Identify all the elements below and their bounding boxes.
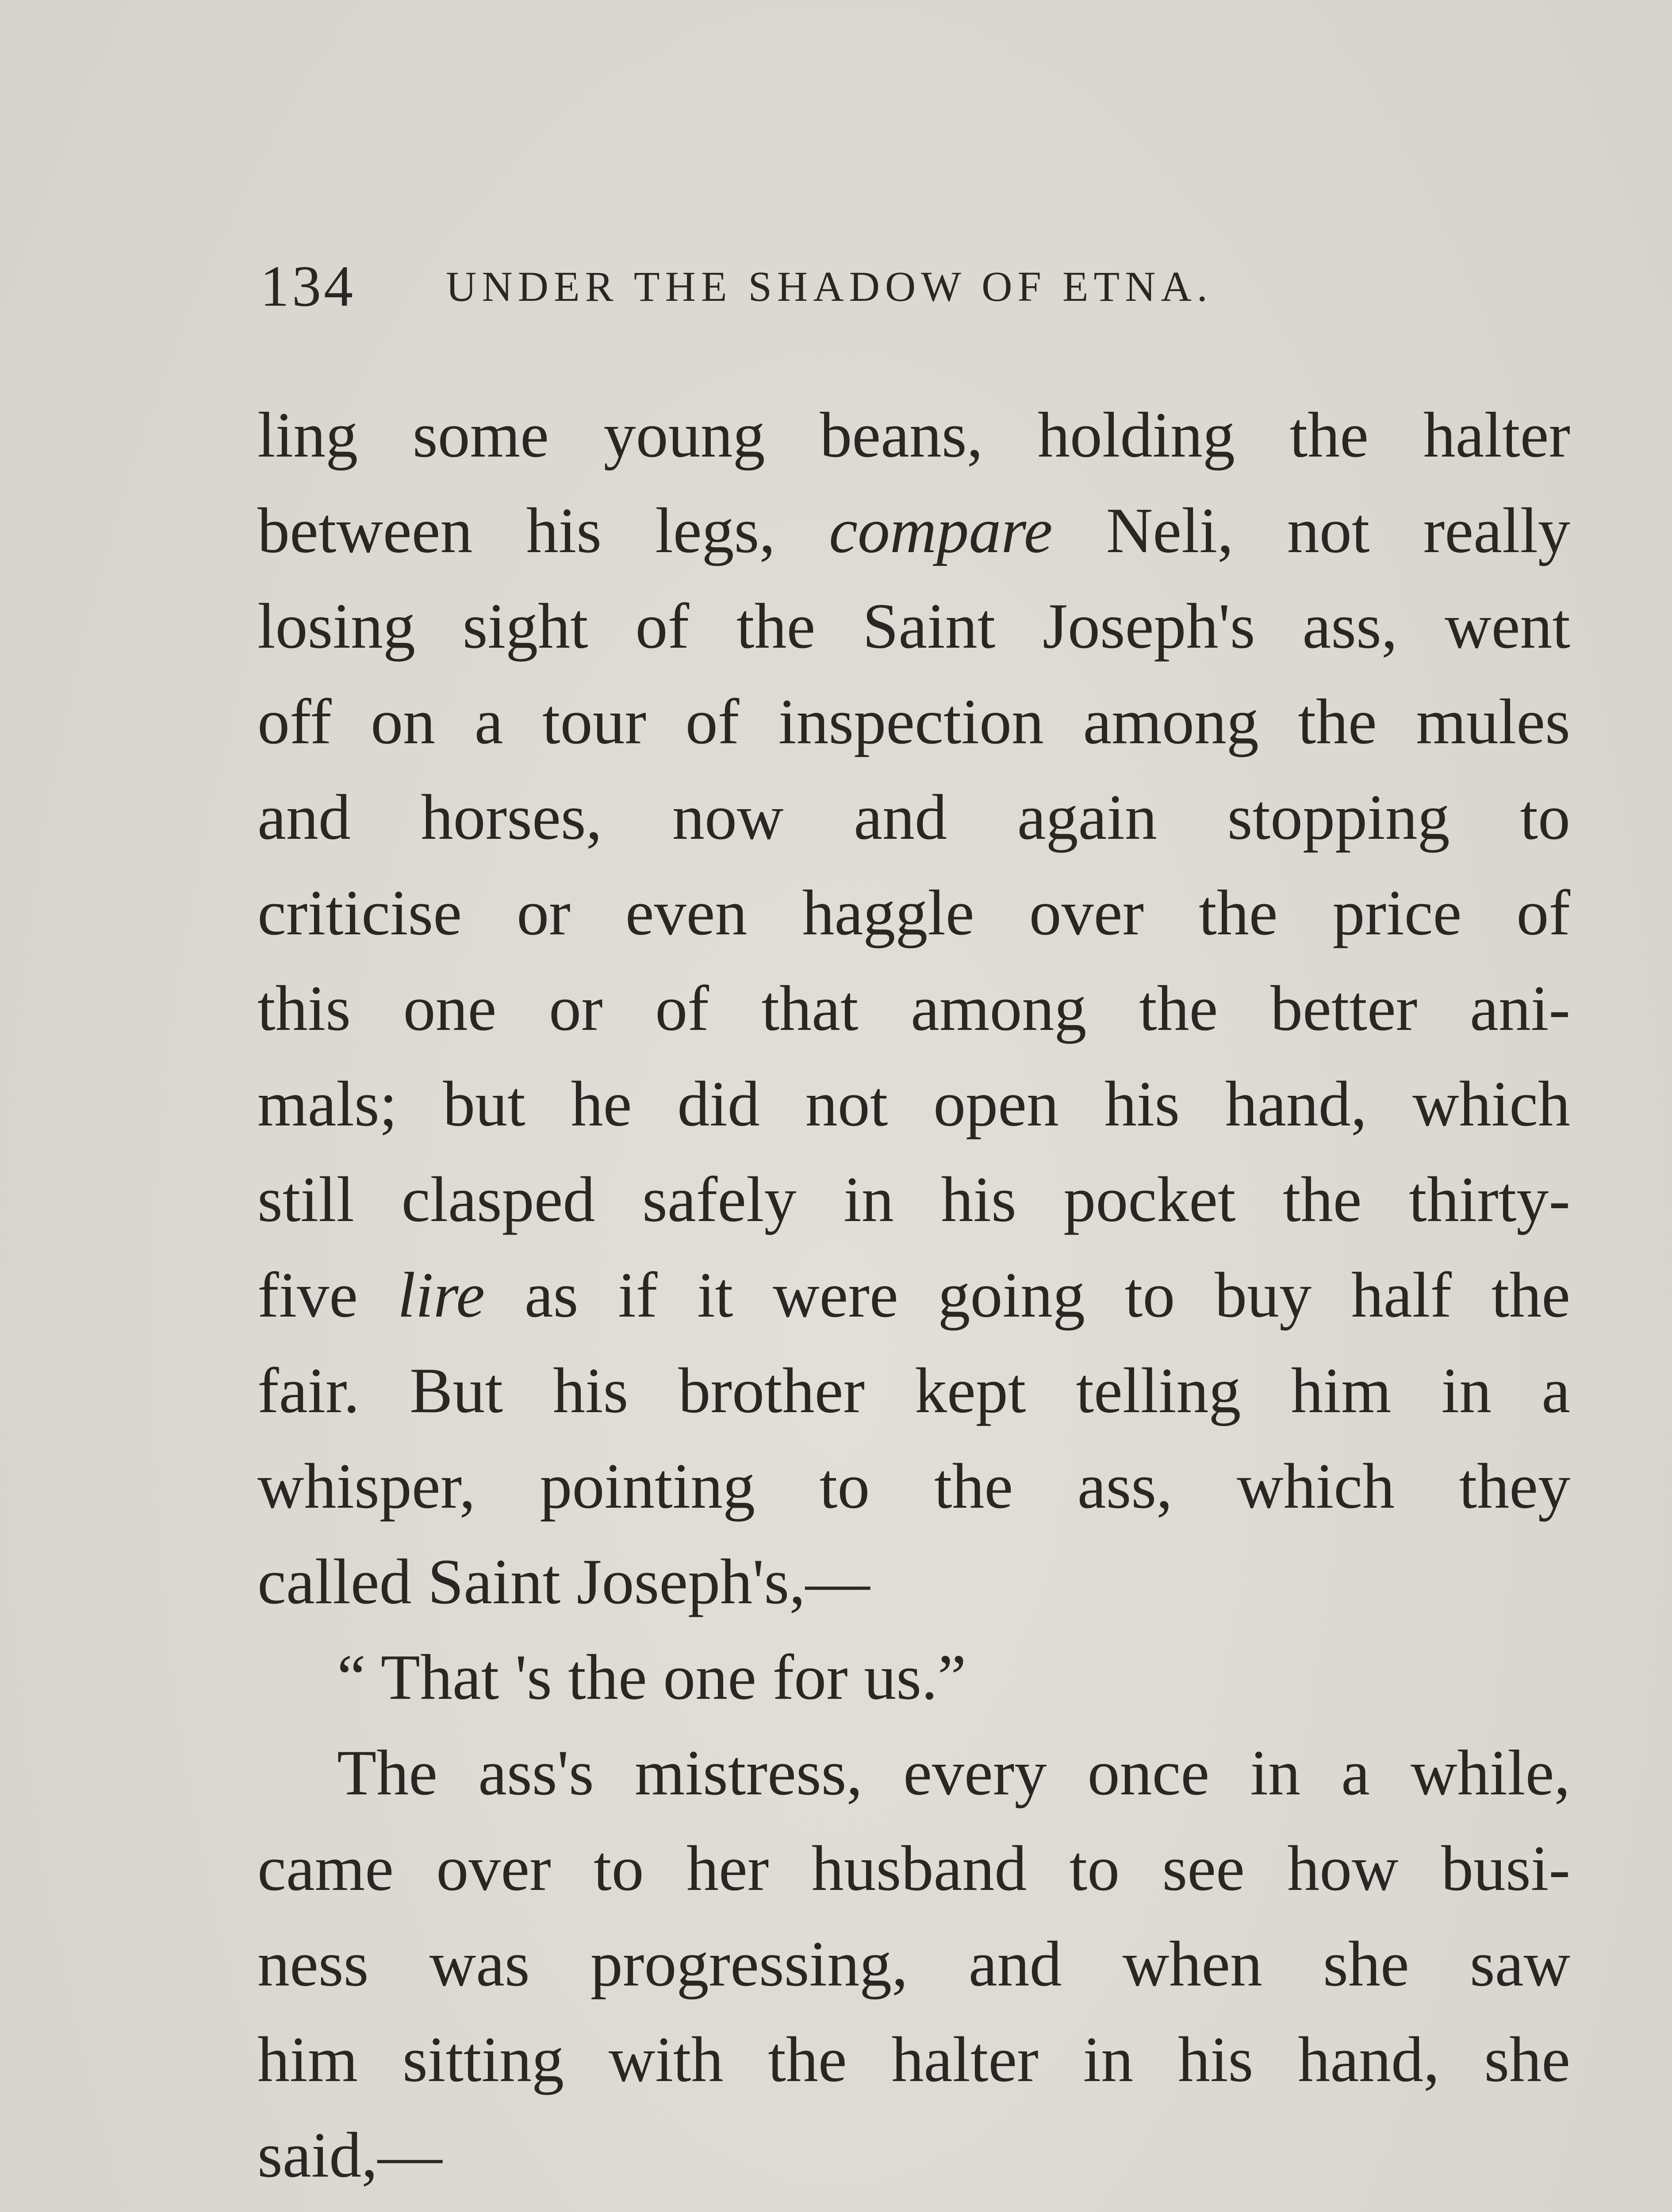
text-line xyxy=(257,2203,1570,2212)
text-line: off on a tour of inspection among the mules xyxy=(257,686,1570,757)
text-line: said,— xyxy=(257,2119,442,2191)
page-number: 134 xyxy=(260,253,356,319)
body-text xyxy=(257,387,1570,2212)
text-line: fair. But his brother kept telling him in a xyxy=(257,1355,1570,1426)
text-line: and horses, now and again stopping to xyxy=(257,781,1570,853)
text-line: him sitting with the halter in his hand, she xyxy=(257,2024,1570,2095)
running-title: UNDER THE SHADOW OF ETNA. xyxy=(446,263,1213,310)
text-line: called Saint Joseph's,— xyxy=(257,1546,870,1617)
running-header xyxy=(260,252,1569,323)
text-line: between his legs, compare Neli, not really xyxy=(257,495,1570,566)
text-line: came over to her husband to see how busi- xyxy=(257,1832,1570,1904)
text-line: ling some young beans, holding the halter xyxy=(257,399,1570,471)
text-line: The ass's mistress, every once in a while, xyxy=(337,1737,1570,1809)
italic-word: compare xyxy=(829,495,1053,566)
text-line: this one or of that among the better ani- xyxy=(257,972,1570,1044)
text-line: “ That 's the one for us.” xyxy=(337,1641,966,1713)
text-line: criticise or even haggle over the price of xyxy=(257,877,1570,949)
text-line: whisper, pointing to the ass, which they xyxy=(257,1450,1570,1522)
text-line: losing sight of the Saint Joseph's ass, went xyxy=(257,590,1570,662)
italic-word: lire xyxy=(397,1259,485,1331)
text-line: five lire as if it were going to buy half the xyxy=(257,1259,1570,1331)
text-line: mals; but he did not open his hand, which xyxy=(257,1068,1570,1140)
text-line: ness was progressing, and when she saw xyxy=(257,1928,1570,2000)
text-line: still clasped safely in his pocket the thirty- xyxy=(257,1164,1570,1235)
